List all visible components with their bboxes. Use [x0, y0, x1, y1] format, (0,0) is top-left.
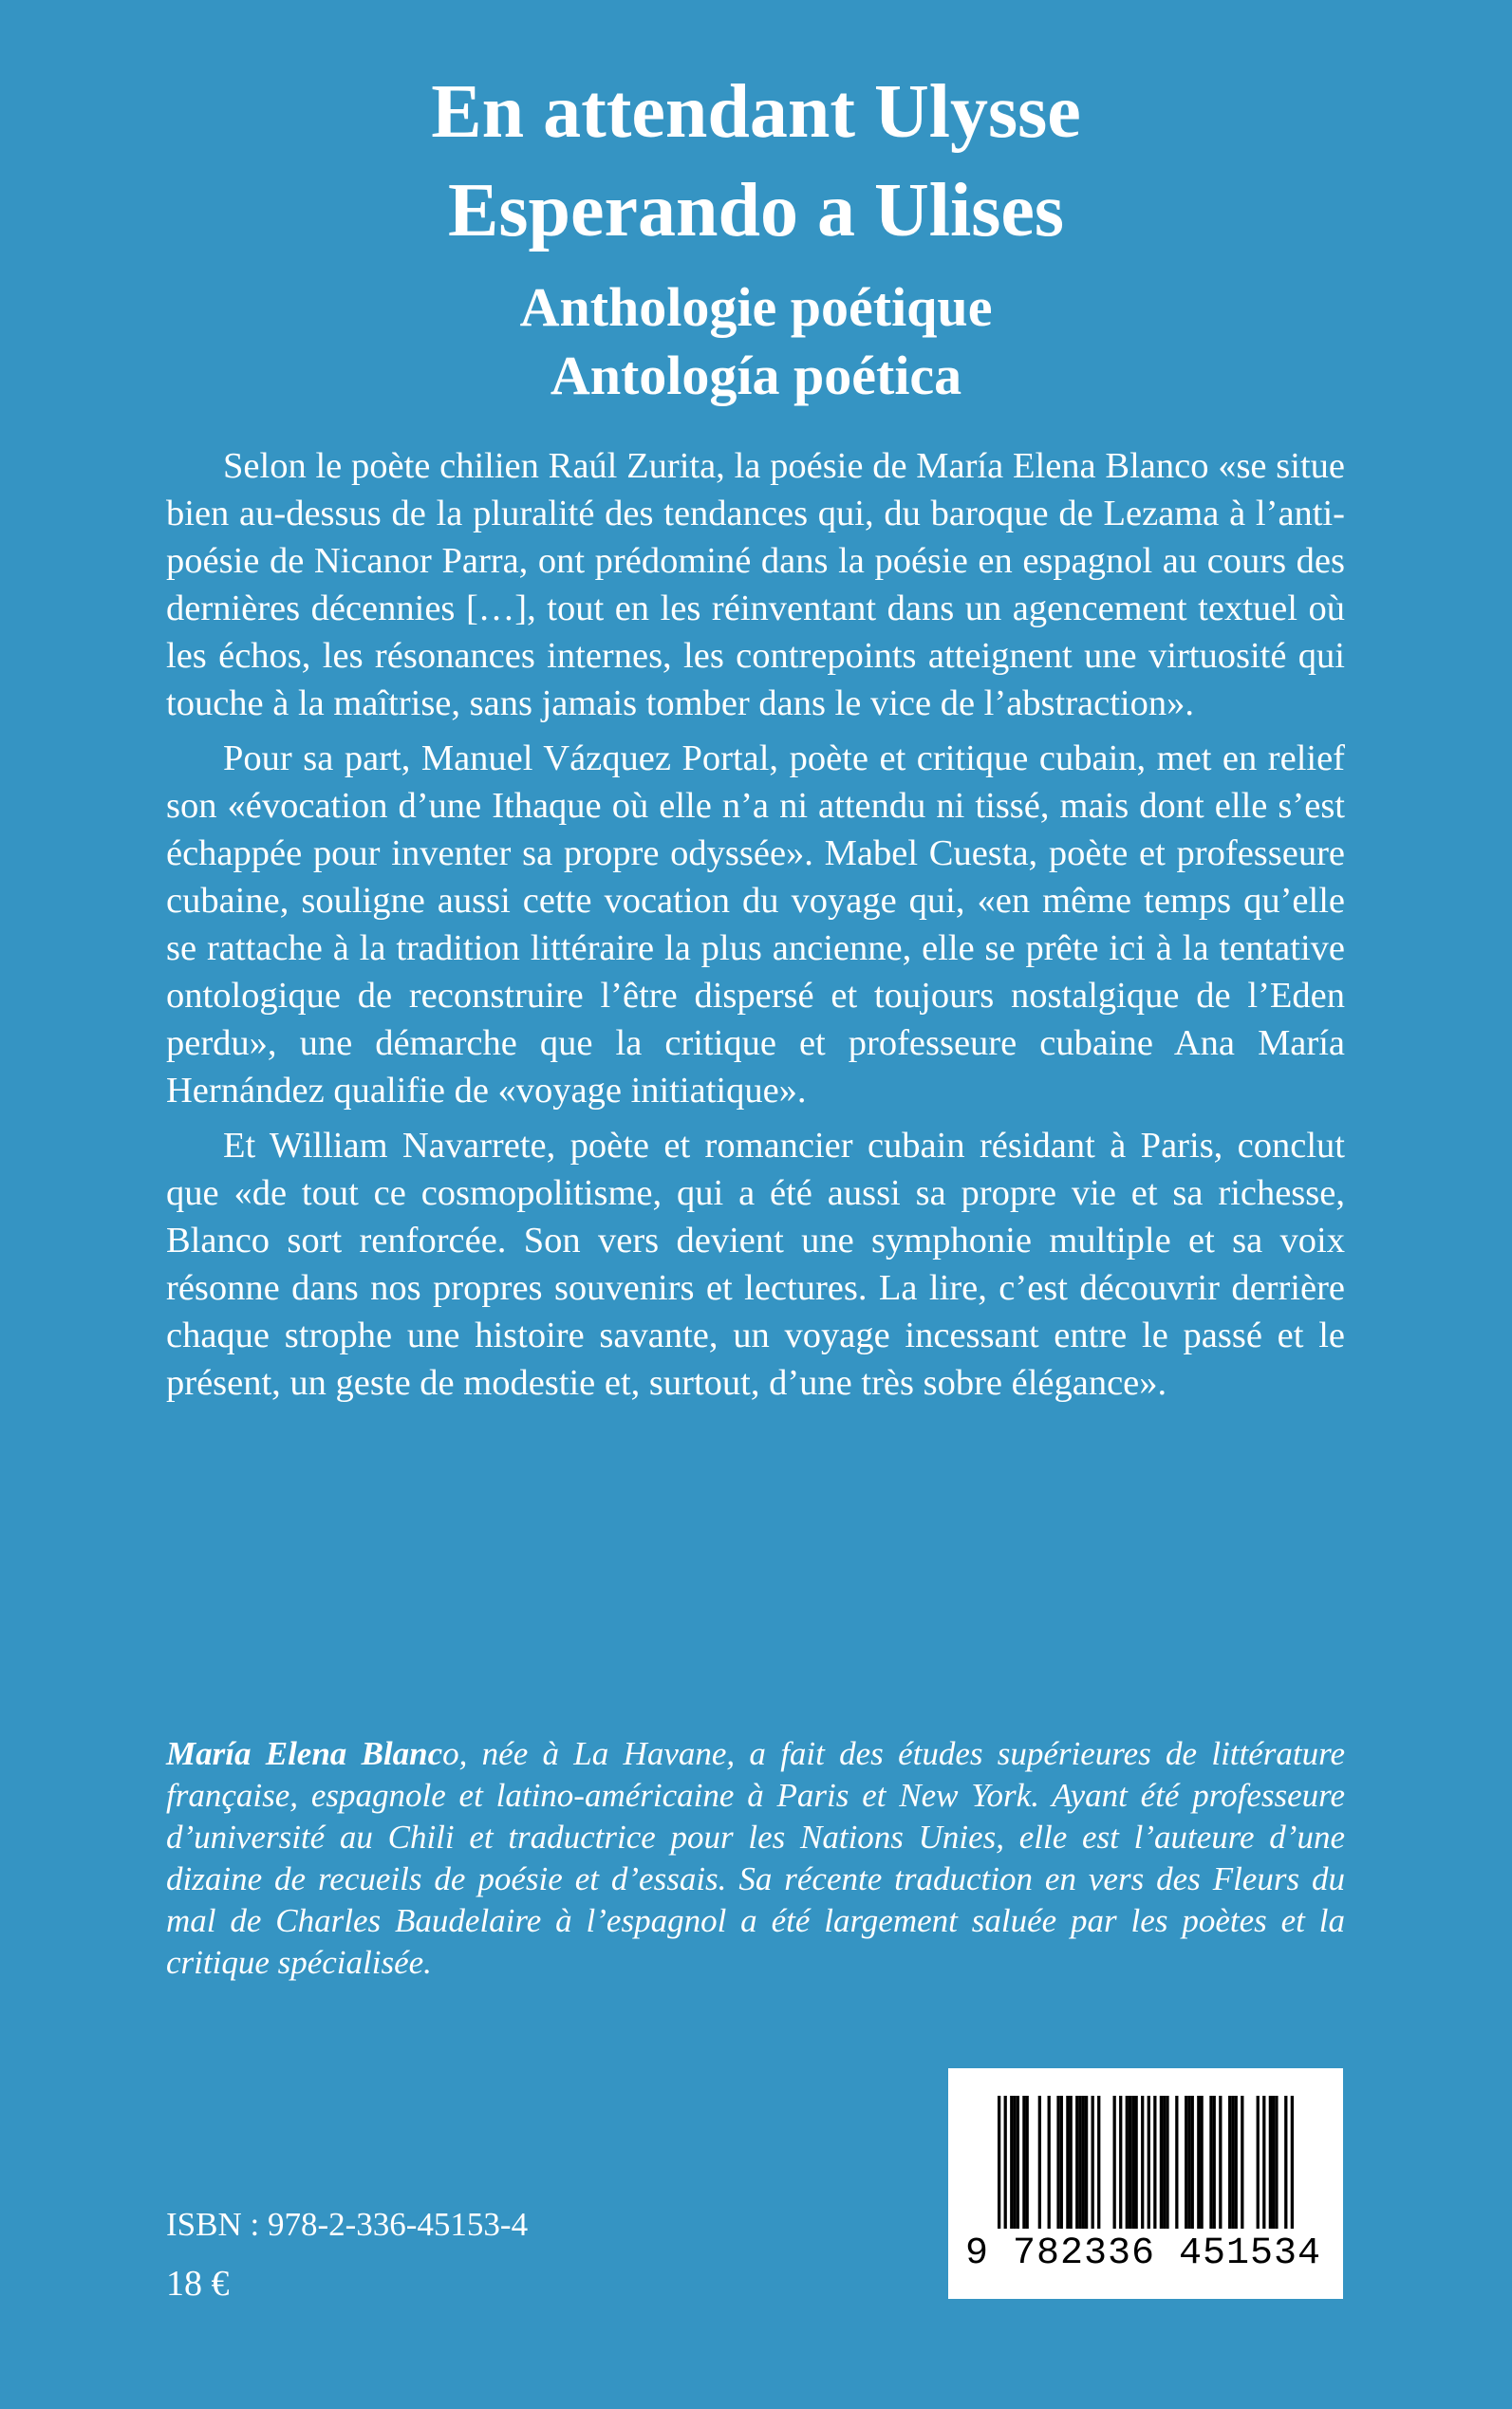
barcode-bar [1085, 2096, 1088, 2229]
barcode-bar [1141, 2096, 1144, 2229]
barcode-bar [1200, 2096, 1203, 2229]
author-bio-text: o, née à La Havane, a fait des études supérieures de littérature française, espagnole et latino-américaine à Paris et New York. Ayant été professeure d’université au Chili et traductrice pour les Nations Unies, elle est l’auteure d’une dizaine de recueils de poésie et d’essais. Sa récente traduction en vers des Fleurs du mal de Charles Baudelaire à l’espagnol a été largement saluée par les poètes et la critique spécialisée. [166, 1735, 1345, 1981]
paragraph-navarrete: Et William Navarrete, poète et romancier cubain résidant à Paris, conclut que «de tout ce cosmopolitisme, qui a été aussi sa propre vie et sa richesse, Blanco sort renforcée. Son vers devient une symphonie multiple et sa voix résonne dans nos propres souvenirs et lectures. La lire, c’est découvrir derrière chaque strophe une histoire savante, un voyage incessant entre le passé et le présent, un geste de modestie et, surtout, d’une très sobre élégance». [166, 1126, 1345, 1403]
barcode-digits: 9 782336 451534 [965, 2232, 1322, 2275]
barcode-bar [1135, 2096, 1138, 2229]
barcode-bar [1070, 2096, 1073, 2229]
barcode-bar [1010, 2096, 1013, 2229]
barcode-bar [1131, 2096, 1134, 2229]
paragraph-portal: Pour sa part, Manuel Vázquez Portal, poète et critique cubain, met en relief son «évocation d’une Ithaque où elle n’a ni attendu ni tissé, mais dont elle s’est échappée pour inventer sa propre odyssée». Mabel Cuesta, poète et professeure cubaine, souligne aussi cette vocation du voyage qui, «en même temps qu’elle se rattache à la tradition littéraire la plus ancienne, elle se prête ici à la tentative ontologique de reconstruire l’être dispersé et toujours nostalgique de l’Eden perdu», une démarche que la critique et professeure cubaine Ana María Hernández qualifie de «voyage initiatique». [166, 738, 1345, 1111]
barcode-bar [1113, 2096, 1116, 2229]
barcode-bar [1262, 2096, 1265, 2229]
barcode-bar [1056, 2096, 1059, 2229]
barcode-bar [1160, 2096, 1163, 2229]
barcode-bar [1272, 2096, 1275, 2229]
barcode-bar [1038, 2096, 1041, 2229]
barcode-bar [1241, 2096, 1243, 2229]
barcode-bar [1153, 2096, 1156, 2229]
barcode-bar [1078, 2096, 1081, 2229]
barcode-bar [1191, 2096, 1194, 2229]
barcode-bar [1291, 2096, 1294, 2229]
barcode-bar [1275, 2096, 1278, 2229]
barcode-bar [1082, 2096, 1085, 2229]
barcode-bar [1228, 2096, 1231, 2229]
barcode-bar [1235, 2096, 1238, 2229]
barcode-bar [1209, 2096, 1212, 2229]
barcode-bar [1197, 2096, 1200, 2229]
barcode-bar [1284, 2096, 1287, 2229]
barcode-bar [1213, 2096, 1216, 2229]
barcode-bar [1269, 2096, 1272, 2229]
barcode-bar [1187, 2096, 1190, 2229]
barcode-bar [1026, 2096, 1029, 2229]
barcode [948, 2068, 1343, 2299]
author-bio [166, 1733, 1345, 1984]
paragraph-zurita: Selon le poète chilien Raúl Zurita, la poésie de María Elena Blanco «se situe bien au-dessus de la pluralité des tendances qui, du baroque de Lezama à l’anti-poésie de Nicanor Parra, ont prédominé dans la poésie en espagnol au cours des dernières décennies […], tout en les réinventant dans un agencement textuel où les échos, les résonances internes, les contrepoints atteignent une virtuosité qui touche à la maîtrise, sans jamais tomber dans le vice de l’abstraction». [166, 446, 1345, 723]
barcode-bar [1066, 2096, 1069, 2229]
barcode-bar [1097, 2096, 1100, 2229]
barcode-bar [1175, 2096, 1178, 2229]
barcode-bar [1257, 2096, 1260, 2229]
barcode-bar [1185, 2096, 1187, 2229]
barcode-bar [998, 2096, 1000, 2229]
isbn: ISBN : 978-2-336-45153-4 [166, 2206, 529, 2243]
barcode-bar [1004, 2096, 1007, 2229]
subtitle-spanish: Antología poética [550, 345, 962, 406]
barcode-bar [1013, 2096, 1016, 2229]
barcode-bar [1126, 2096, 1129, 2229]
title-french: En attendant Ulysse [431, 70, 1081, 154]
barcode-bar [1231, 2096, 1234, 2229]
price: 18 € [166, 2264, 230, 2304]
barcode-bar [1092, 2096, 1094, 2229]
barcode-bar [1075, 2096, 1078, 2229]
barcode-bar [1017, 2096, 1019, 2229]
title-spanish: Esperando a Ulises [448, 169, 1064, 252]
subtitle-french: Anthologie poétique [519, 276, 993, 338]
barcode-bars [998, 2096, 1294, 2229]
barcode-bar [1048, 2096, 1051, 2229]
barcode-bar [1119, 2096, 1122, 2229]
barcode-bar [1163, 2096, 1166, 2229]
barcode-bar [1148, 2096, 1150, 2229]
back-cover-text [166, 442, 1345, 1414]
barcode-bar [1022, 2096, 1025, 2229]
barcode-bar [1219, 2096, 1222, 2229]
barcode-bar [1060, 2096, 1063, 2229]
barcode-bar [1129, 2096, 1131, 2229]
barcode-bar [1166, 2096, 1168, 2229]
author-name: María Elena Blanc [166, 1735, 443, 1772]
